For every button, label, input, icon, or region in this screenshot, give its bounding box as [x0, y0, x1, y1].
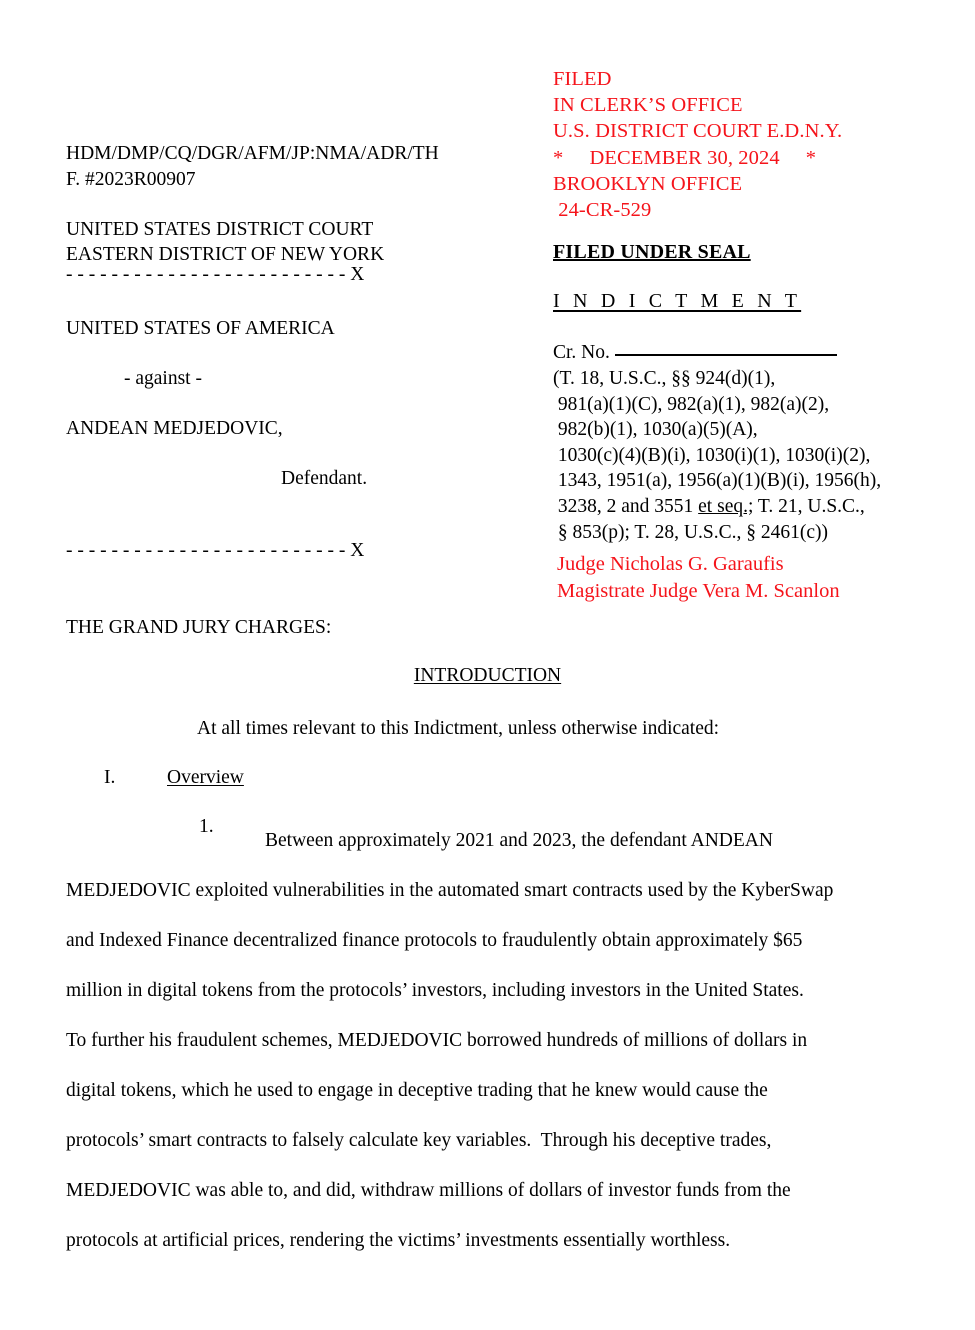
- stamp-filed: FILED: [553, 68, 612, 90]
- introduction-heading-text: INTRODUCTION: [413, 665, 562, 686]
- stamp-clerks-office: IN CLERK’S OFFICE: [553, 94, 743, 117]
- file-number: F. #2023R00907: [66, 169, 196, 190]
- section-number: I.: [104, 767, 116, 788]
- assigned-judges: [557, 551, 840, 605]
- court-name-line-1: UNITED STATES DISTRICT COURT: [66, 219, 374, 240]
- paragraph-line: digital tokens, which he used to engage in deceptive trading that he knew would cause the: [66, 1080, 768, 1101]
- paragraph-1-body: [66, 816, 946, 1266]
- statute-line-4: 1030(c)(4)(B)(i), 1030(i)(1), 1030(i)(2),: [553, 444, 871, 466]
- paragraph-line: Between approximately 2021 and 2023, the defendant ANDEAN: [265, 830, 773, 851]
- statute-line-6-pre: 3238, 2 and 3551: [553, 495, 699, 517]
- paragraph-line: protocols’ smart contracts to falsely calculate key variables. Through his deceptive trades,: [66, 1130, 772, 1151]
- filed-under-seal-notice: FILED UNDER SEAL: [553, 241, 751, 263]
- statute-line-6: [553, 494, 953, 520]
- preamble-text: At all times relevant to this Indictment, unless otherwise indicated:: [197, 718, 720, 739]
- stamp-date: * DECEMBER 30, 2024 *: [553, 146, 817, 169]
- case-number-block: [553, 340, 953, 366]
- attorney-initials: HDM/DMP/CQ/DGR/AFM/JP:NMA/ADR/TH: [66, 143, 439, 164]
- versus-label: - against -: [124, 368, 202, 389]
- section-title-overview: Overview: [167, 767, 244, 788]
- magistrate-judge-name: Magistrate Judge Vera M. Scanlon: [557, 580, 840, 602]
- caption-divider-top: - - - - - - - - - - - - - - - - - - - - - - - - - X: [66, 264, 365, 285]
- caption-divider-bottom: - - - - - - - - - - - - - - - - - - - - - - - - - X: [66, 540, 365, 561]
- filing-stamp: [553, 66, 953, 223]
- statute-line-2: 981(a)(1)(C), 982(a)(1), 982(a)(2),: [553, 393, 830, 415]
- paragraph-line: and Indexed Finance decentralized finance protocols to fraudulently obtain approximately $65: [66, 930, 803, 951]
- court-name-line-2: EASTERN DISTRICT OF NEW YORK: [66, 244, 385, 265]
- stamp-court: U.S. DISTRICT COURT E.D.N.Y.: [553, 120, 843, 143]
- district-judge-name: Judge Nicholas G. Garaufis: [557, 553, 784, 575]
- paragraph-number: 1.: [199, 816, 214, 837]
- court-name: [66, 217, 384, 267]
- docket-reference: [66, 141, 439, 193]
- grand-jury-charges-line: THE GRAND JURY CHARGES:: [66, 617, 332, 638]
- plaintiff-name: UNITED STATES OF AMERICA: [66, 318, 335, 339]
- statute-line-5: 1343, 1951(a), 1956(a)(1)(B)(i), 1956(h),: [553, 470, 882, 492]
- paragraph-line: protocols at artificial prices, rendering the victims’ investments essentially worthless.: [66, 1230, 731, 1251]
- stamp-case-number: 24-CR-529: [553, 199, 652, 222]
- defendant-name: ANDEAN MEDJEDOVIC,: [66, 418, 283, 439]
- stamp-office: BROOKLYN OFFICE: [553, 172, 743, 195]
- et-seq-citation: et seq.;: [698, 495, 754, 517]
- statute-citations: [553, 366, 953, 545]
- defendant-label: Defendant.: [281, 468, 368, 489]
- case-number-blank: [615, 354, 837, 356]
- introduction-heading: [0, 665, 975, 687]
- paragraph-line: MEDJEDOVIC was able to, and did, withdraw millions of dollars of investor funds from the: [66, 1180, 791, 1201]
- paragraph-line: MEDJEDOVIC exploited vulnerabilities in the automated smart contracts used by the KyberSwap: [66, 880, 834, 901]
- case-number-label: Cr. No.: [553, 342, 610, 363]
- statute-line-6-post: T. 21, U.S.C.,: [753, 495, 865, 517]
- statute-line-1: (T. 18, U.S.C., §§ 924(d)(1),: [553, 368, 776, 389]
- paragraph-line: million in digital tokens from the protocols’ investors, including investors in the United States.: [66, 980, 804, 1001]
- statute-line-3: 982(b)(1), 1030(a)(5)(A),: [553, 419, 758, 441]
- paragraph-line: To further his fraudulent schemes, MEDJEDOVIC borrowed hundreds of millions of dollars in: [66, 1030, 808, 1051]
- statute-line-7: § 853(p); T. 28, U.S.C., § 2461(c)): [553, 521, 828, 543]
- indictment-heading: I N D I C T M E N T: [553, 290, 802, 312]
